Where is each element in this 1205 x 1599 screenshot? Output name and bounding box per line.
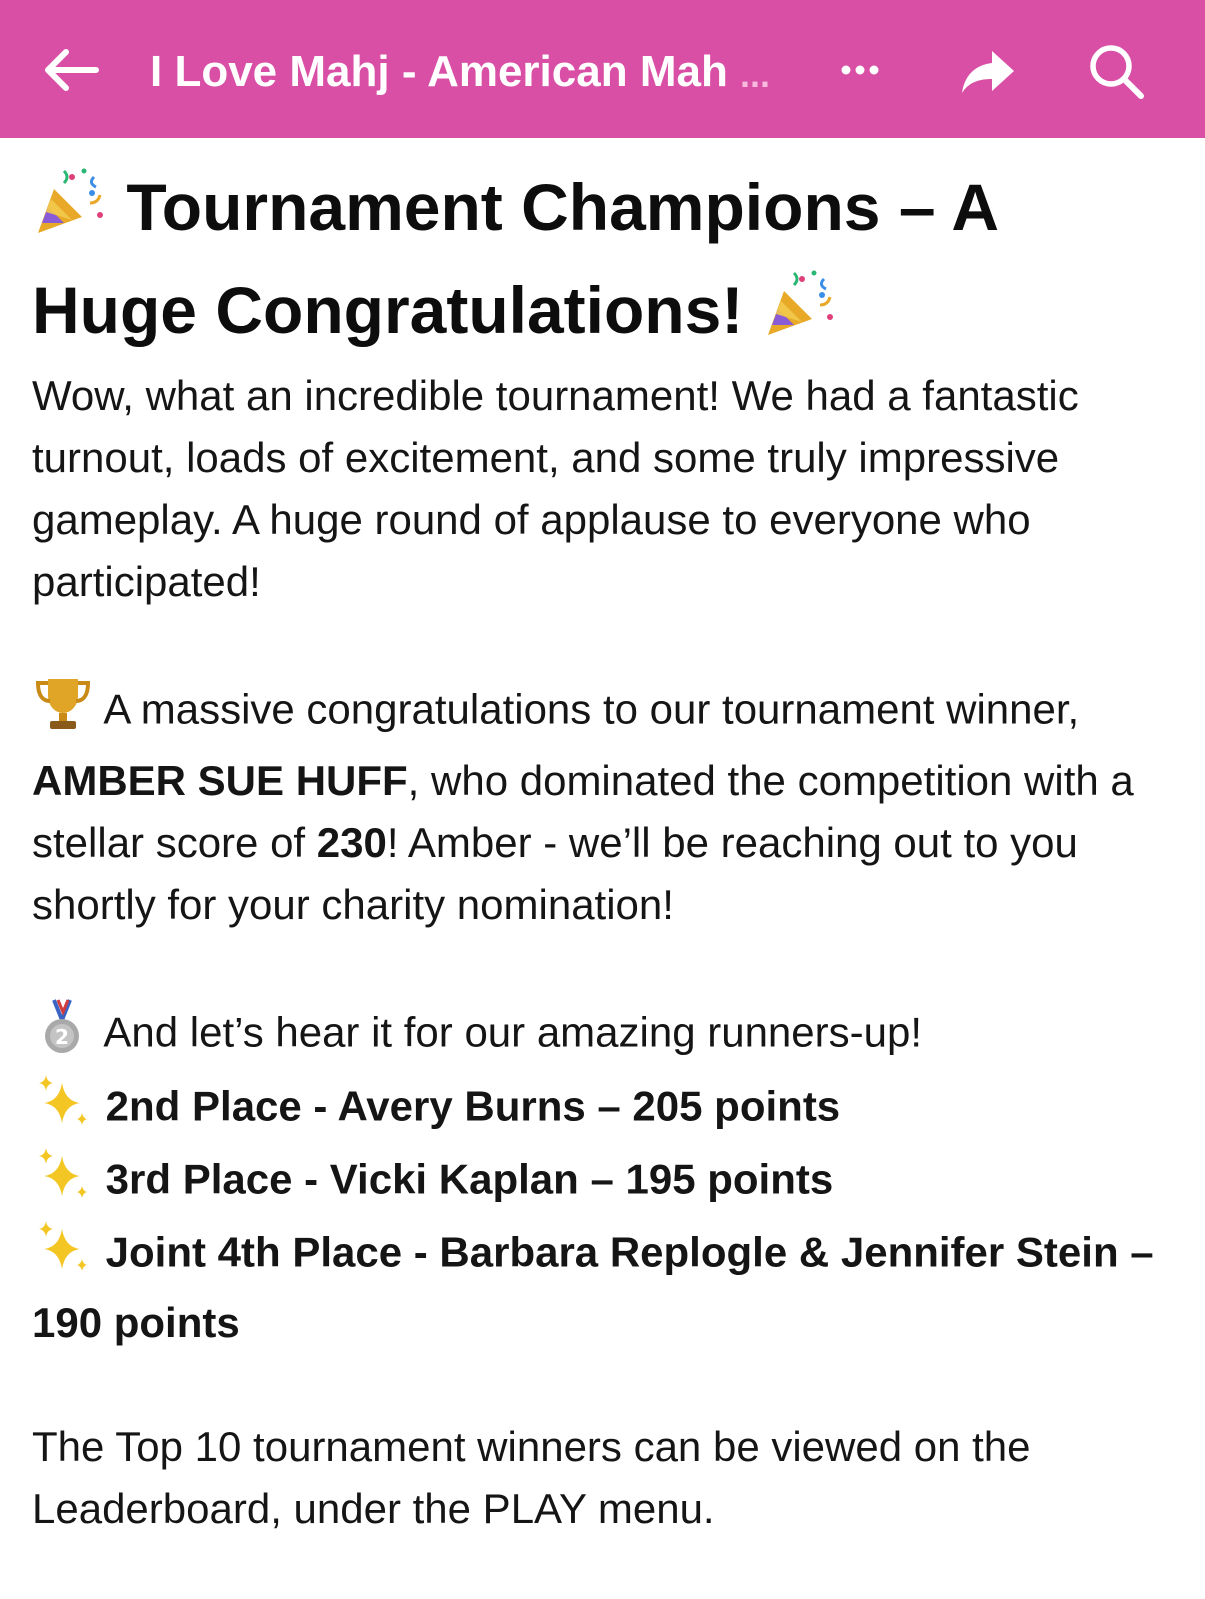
party-popper-icon: [762, 265, 838, 365]
runner-up-text: 3rd Place - Vicki Kaplan – 195 points: [105, 1155, 834, 1203]
back-button[interactable]: [36, 40, 106, 100]
search-button[interactable]: [1080, 38, 1152, 104]
winner-text-middle: , who dominated the competition with a stellar score of: [32, 757, 1134, 867]
share-button[interactable]: [955, 42, 1021, 102]
post-body: [32, 160, 1172, 1540]
app-header: [0, 0, 1205, 138]
runners-up-intro: And let’s hear it for our amazing runners-up!: [103, 1008, 923, 1056]
post-heading: [32, 160, 1172, 365]
runner-up-item: [32, 1219, 1172, 1354]
heading-text: Tournament Champions – A Huge Congratulations!: [32, 170, 997, 347]
more-dots-icon: [840, 64, 880, 76]
winner-text-before: A massive congratulations to our tournament winner,: [103, 685, 1080, 733]
runners-up-intro-line: [32, 998, 1172, 1073]
winner-paragraph: [32, 675, 1172, 936]
intro-paragraph: Wow, what an incredible tournament! We had a fantastic turnout, loads of excitement, and some truly impressive gameplay. A huge round of applause to everyone who participated!: [32, 372, 1079, 606]
sparkles-icon: [32, 1146, 94, 1219]
more-options-button[interactable]: [830, 42, 890, 98]
trophy-icon: [32, 675, 94, 750]
search-icon: [1087, 42, 1145, 100]
runners-up-block: [32, 998, 1172, 1354]
group-title[interactable]: I Love Mahj - American Mah: [150, 47, 728, 96]
winner-name: AMBER SUE HUFF: [32, 757, 408, 805]
runner-up-text: Joint 4th Place - Barbara Replogle & Jennifer Stein – 190 points: [32, 1228, 1154, 1347]
svg-text:2: 2: [55, 1025, 69, 1050]
party-popper-icon: [32, 163, 108, 263]
runner-up-item: [32, 1073, 1172, 1146]
footer-paragraph: The Top 10 tournament winners can be viewed on the Leaderboard, under the PLAY menu.: [32, 1423, 1031, 1533]
sparkles-icon: [32, 1219, 94, 1292]
arrow-left-icon: [42, 48, 100, 92]
runner-up-item: [32, 1146, 1172, 1219]
winner-score: 230: [316, 819, 387, 867]
winner-text-after: ! Amber - we’ll be reaching out to you shortly for your charity nomination!: [32, 819, 1078, 929]
sparkles-icon: [32, 1073, 94, 1146]
title-ellipsis: ...: [740, 54, 771, 95]
share-arrow-icon: [960, 49, 1016, 95]
runner-up-text: 2nd Place - Avery Burns – 205 points: [105, 1082, 841, 1130]
second-place-medal-icon: [32, 998, 94, 1073]
